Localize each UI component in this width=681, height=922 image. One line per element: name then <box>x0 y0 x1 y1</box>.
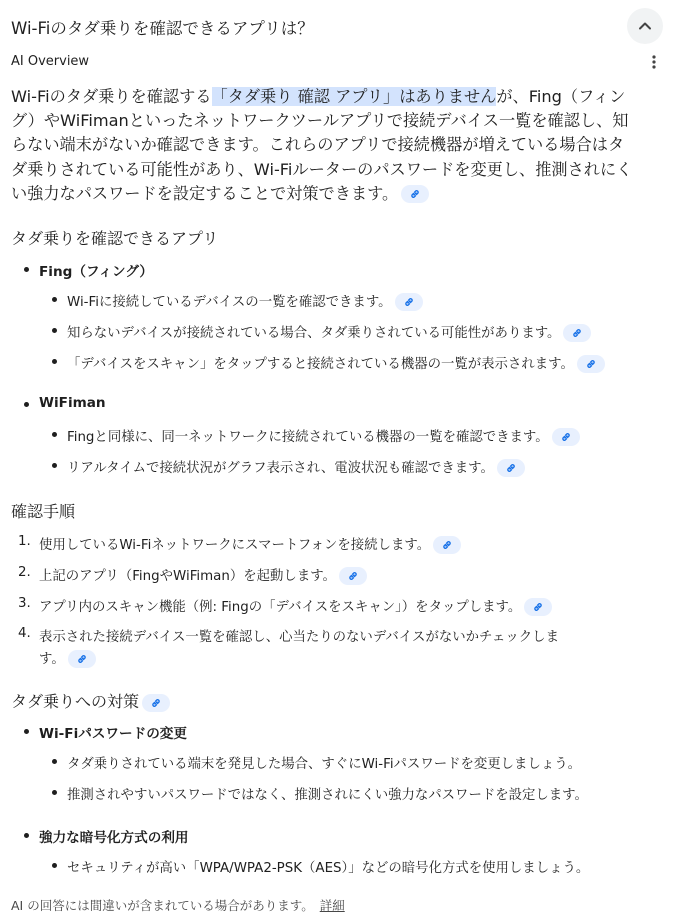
list-item: リアルタイムで接続状況がグラフ表示され、電波状況も確認できます。 <box>67 457 525 477</box>
section-heading-measures: タダ乗りへの対策 <box>11 689 170 712</box>
step-item: アプリ内のスキャン機能（例: Fingの「デバイスをスキャン」）をタップします。 <box>39 596 552 616</box>
link-icon <box>441 539 453 551</box>
app-name-fing: Fing（フィング） <box>39 264 153 280</box>
list-item: Fingと同様に、同一ネットワークに接続されている機器の一覧を確認できます。 <box>67 426 580 446</box>
disclaimer: AI の回答には間違いが含まれている場合があります。 詳細 <box>11 898 345 913</box>
highlighted-text: 「タダ乗り 確認 アプリ」はありません <box>211 87 497 106</box>
link-icon <box>571 327 583 339</box>
more-vert-icon <box>652 55 656 69</box>
overview-paragraph: Wi-Fiのタダ乗りを確認する「タダ乗り 確認 アプリ」はありませんが、Fing（フィン グ）やWiFimanといったネットワークツールアプリで接続デバイス一覧を確認し、知 らない端末がないか確認できます。これらのアプリで接続機器が増えている場合はタ ダ乗りされている可能性があり、Wi-Fiルーターのパスワードを変更し、推測されにく い強力なパスワードを設定することで対策できます。 <box>11 87 633 203</box>
source-link-chip[interactable] <box>433 536 461 554</box>
question-title: Wi-Fiのタダ乗りを確認できるアプリは？ <box>11 19 314 38</box>
section-heading-apps: タダ乗りを確認できるアプリ <box>11 229 219 248</box>
details-link[interactable]: 詳細 <box>319 898 345 913</box>
list-item: 知らないデバイスが接続されている場合、タダ乗りされている可能性があります。 <box>67 322 591 342</box>
step-item: 使用しているWi-Fiネットワークにスマートフォンを接続します。 <box>39 534 461 554</box>
collapse-button[interactable] <box>627 8 663 44</box>
link-icon <box>505 462 517 474</box>
link-icon <box>403 296 415 308</box>
link-icon <box>150 697 162 709</box>
source-link-chip[interactable] <box>401 185 429 203</box>
source-link-chip[interactable] <box>395 293 423 311</box>
link-icon <box>347 570 359 582</box>
list-item: セキュリティが高い「WPA/WPA2-PSK（AES）」などの暗号化方式を使用しましょう。 <box>67 861 590 876</box>
link-icon <box>532 601 544 613</box>
list-item: Wi-Fiに接続しているデバイスの一覧を確認できます。 <box>67 291 423 311</box>
link-icon <box>409 188 421 200</box>
list-item: 推測されやすいパスワードではなく、推測されにくい強力なパスワードを設定します。 <box>67 788 588 803</box>
step-item: 上記のアプリ（FingやWiFiman）を起動します。 <box>39 565 367 585</box>
measure-password: Wi-Fiパスワードの変更 <box>39 726 187 742</box>
source-link-chip[interactable] <box>563 324 591 342</box>
source-link-chip[interactable] <box>577 355 605 373</box>
source-link-chip[interactable] <box>524 598 552 616</box>
chevron-up-icon <box>637 18 653 34</box>
source-link-chip[interactable] <box>339 567 367 585</box>
measure-encryption: 強力な暗号化方式の利用 <box>39 830 189 846</box>
list-item: 「デバイスをスキャン」をタップすると接続されている機器の一覧が表示されます。 <box>67 353 605 373</box>
link-icon <box>76 653 88 665</box>
link-icon <box>585 358 597 370</box>
source-link-chip[interactable] <box>68 650 96 668</box>
list-item: タダ乗りされている端末を発見した場合、すぐにWi-Fiパスワードを変更しましょう。 <box>67 757 582 772</box>
step-item-continued: す。 <box>39 648 96 668</box>
more-options-button[interactable] <box>644 52 664 72</box>
link-icon <box>560 431 572 443</box>
section-heading-steps: 確認手順 <box>11 502 76 521</box>
app-name-wifiman: WiFiman <box>39 395 106 411</box>
source-link-chip[interactable] <box>497 459 525 477</box>
source-link-chip[interactable] <box>552 428 580 446</box>
ai-overview-label: AI Overview <box>11 54 90 69</box>
source-link-chip[interactable] <box>142 694 170 712</box>
step-item: 表示された接続デバイス一覧を確認し、心当たりのないデバイスがないかチェックしま <box>39 630 559 645</box>
